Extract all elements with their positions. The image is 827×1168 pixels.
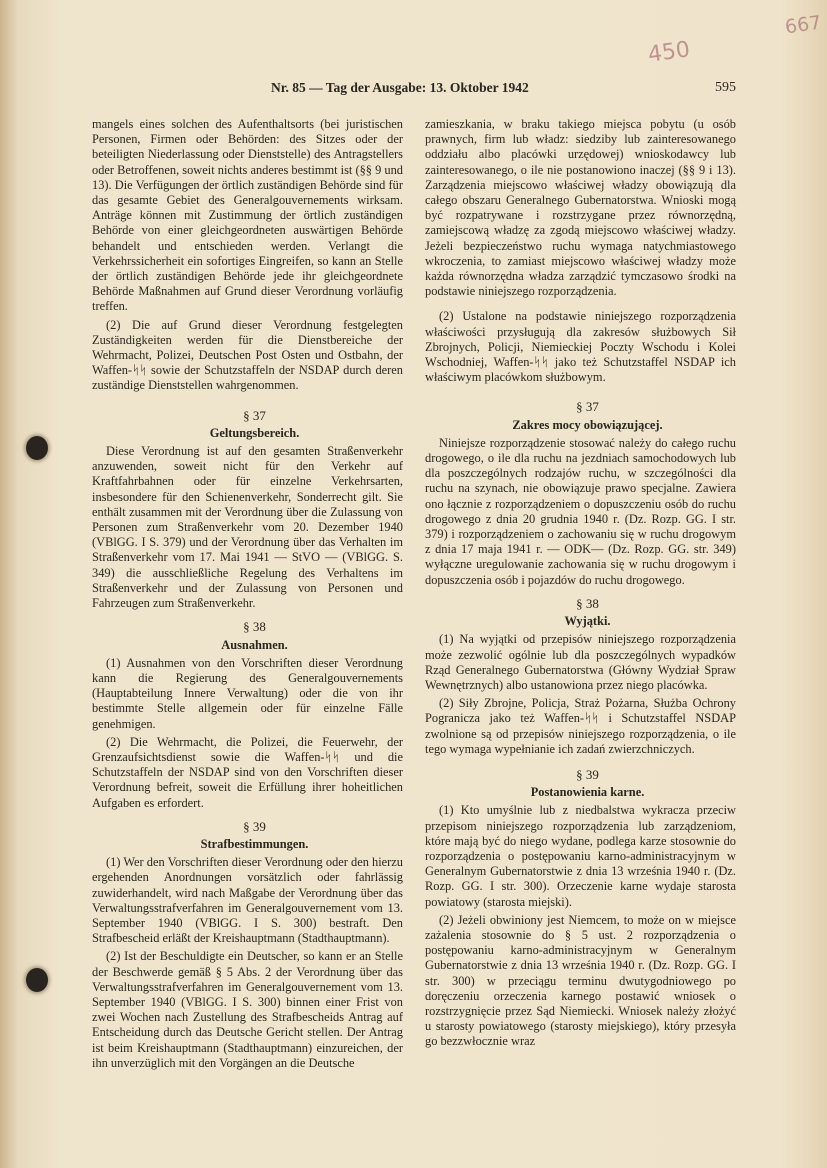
paragraph: (2) Jeżeli obwiniony jest Niemcem, to może on w miejsce zażalenia stosownie do § 5 ust. 2 rozporządzenia o postępowaniu karno-administracyjnym w Generalnym Gubernatorstwie z dnia 13 września 1940 r. (Dz. Rozp. GG. I str. 300) w przeciągu terminu dwutygodniowego po doręczeniu orzeczenia karnego postawić wniosek o rozstrzygnięcie przez Sąd Niemiecki. Wniosek należy złożyć u starosty powiatowego (starosty miejskiego), który przesyła go bezzwłocznie wraz (425, 912, 736, 1049)
section-heading: Strafbestimmungen. (200, 836, 309, 851)
section-number: § 38 (576, 595, 599, 611)
paragraph: (2) Die Wehrmacht, die Polizei, die Feuerwehr, der Grenzaufsichtsdienst sowie die Waffen-ᛋᛋ und die Schutzstaffeln der NSDAP sind von den Vorschriften dieser Verordnung befreit, soweit die Erfüllung ihrer hoheitlichen Aufgaben es erfordert. (92, 734, 403, 810)
section-number: § 39 (576, 766, 599, 782)
paragraph: mangels eines solchen des Aufenthaltsorts (bei juristischen Personen, Firmen oder Behörden: des Sitzes oder der beteiligten Niederlassung oder Dienststelle) des Antragstellers oder Betroffenen, soweit nichts anderes bestimmt ist (§§ 9 und 13). Die Verfügungen der örtlich zuständigen Behörde sind für das gesamte Gebiet des Generalgouvernements wirksam. Anträge können mit Zustimmung der örtlich zuständigen Behörde von einer gleichgeordneten auswärtigen Behörde behandelt und entschieden werden. Verlangt die Verkehrssicherheit ein sofortiges Eingreifen, so kann an Stelle der örtlich zuständigen Behörde jede ihr gleichgeordnete Behörde Maßnahmen auf Grund dieser Verordnung vorläufig treffen. (92, 117, 403, 314)
punch-hole (26, 436, 48, 460)
paragraph: Niniejsze rozporządzenie stosować należy do całego ruchu drogowego, o ile dla ruchu na jezdniach samochodowych lub dla poszczególnych rodzajów ruchu, w szczególności dla ruchu na szynach, nie obowiązuje prawo specjalne. Zawiera ono łącznie z rozporządzeniem o dopuszczeniu osób do ruchu drogowego z dnia 20 grudnia 1940 r. (Dz. Rozp. GG. I str. 379) i rozporządzeniem o zachowaniu się w ruchu drogowym z dnia 17 maja 1941 r. — ODK— (Dz. Rozp. GG. str. 349) wyłączne uregulowanie zachowania się w ruchu drogowym i dopuszczenia osób i pojazdów do ruchu drogowego. (425, 435, 736, 587)
paragraph: zamieszkania, w braku takiego miejsca pobytu (u osób prawnych, firm lub władz: siedziby lub zainteresowanego oddziału albo placówki urzędowej) wnioskodawcy lub zainteresowanego, o ile nie postanowiono inaczej (§§ 9 i 13). Zarządzenia miejscowo właściwej władzy obowiązują dla całego obszaru Generalnego Gubernatorstwa. Wnioski mogą być rozpatrywane i rozstrzygane przez równorzędną, zamiejscową władzę za zgodą miejscowo właściwej władzy. Jeżeli bezpieczeństwo ruchu wymaga natychmiastowego wkroczenia, to zamiast miejscowo właściwej władzy może każda równorzędna władza zarządzić tymczasowo środki na podstawie niniejszego rozporządzenia. (425, 117, 736, 299)
paragraph: (1) Na wyjątki od przepisów niniejszego rozporządzenia może zezwolić ogólnie lub dla poszczególnych wypadków Rząd Generalnego Gubernatorstwa (Główny Wydział Spraw Wewnętrznych) albo ustanowiona przez niego placówka. (425, 632, 736, 692)
section-number: § 37 (576, 399, 599, 415)
paragraph: (1) Kto umyślnie lub z niedbalstwa wykracza przeciw przepisom niniejszego rozporządzenia lub zarządzeniom, które mają być do niego wydane, podlega karze stosownie do rozporządzenia o postępowaniu karno-administracyjnym w Generalnym Gubernatorstwie z dnia 13 września 1940 r. (Dz. Rozp. GG. I str. 300). Orzeczenie karne wydaje starosta powiatowy (starosta miejski). (425, 803, 736, 909)
paragraph: (2) Ustalone na podstawie niniejszego rozporządzenia właściwości przysługują dla zakresów służbowych Sił Zbrojnych, Policji, Niemieckiej Poczty Wschodu i Kolei Wschodniej, Waffen-ᛋᛋ jako też Schutzstaffel NSDAP ich właściwym placówkom służbowym. (425, 309, 736, 385)
section-heading: Postanowienia karne. (530, 785, 645, 800)
section-number: § 37 (243, 407, 266, 423)
paragraph: (2) Ist der Beschuldigte ein Deutscher, so kann er an Stelle der Beschwerde gemäß § 5 Abs. 2 der Verordnung über das Verwaltungsstrafverfahren im Generalgouvernement vom 13. September 1940 (VBlGG. I S. 300) binnen einer Frist von zwei Wochen nach Zustellung des Strafbescheids Antrag auf Entscheidung durch das Deutsche Gericht stellen. Der Antrag ist beim Kreishauptmann (Stadthauptmann) einzureichen, der ihn unverzüglich mit den Vorgängen an die Deutsche (92, 949, 403, 1070)
pencil-annotation-crossed: 450 (646, 37, 692, 68)
polish-column (425, 117, 736, 1050)
section-heading: Wyjątki. (564, 614, 611, 629)
german-column (92, 117, 403, 1071)
paragraph: (1) Wer den Vorschriften dieser Verordnung oder den hierzu ergehenden Anordnungen vorsätzlich oder fahrlässig zuwiderhandelt, wird nach Maßgabe der Verordnung über das Verwaltungsstrafverfahren im Generalgouvernement vom 13. September 1940 (VBlGG. I S. 300) bestraft. Den Strafbescheid erläßt der Kreishauptmann (Stadthauptmann). (92, 855, 403, 946)
punch-hole (26, 968, 48, 992)
paragraph: (2) Siły Zbrojne, Policja, Straż Pożarna, Służba Ochrony Pogranicza jako też Waffen-ᛋᛋ i Schutzstaffel NSDAP zwolnione są od przepisów niniejszego rozporządzenia, o ile tego wymaga wypełnianie ich zadań zwierzchniczych. (425, 696, 736, 756)
section-heading: Zakres mocy obowiązującej. (512, 417, 663, 432)
issue-title: Nr. 85 — Tag der Ausgabe: 13. Oktober 1942 (271, 80, 529, 95)
section-heading: Geltungsbereich. (209, 425, 300, 440)
page-number: 595 (715, 80, 736, 95)
pencil-annotation-top: 667 (783, 11, 823, 39)
paragraph: (2) Die auf Grund dieser Verordnung festgelegten Zuständigkeiten werden für die Dienstbereiche der Wehrmacht, Polizei, Deutschen Post Osten und Ostbahn, der Waffen-ᛋᛋ sowie der Schutzstaffeln der NSDAP durch deren zuständige Dienststellen wahrgenommen. (92, 317, 403, 393)
section-heading: Ausnahmen. (221, 637, 288, 652)
paragraph: (1) Ausnahmen von den Vorschriften dieser Verordnung kann die Regierung des Generalgouvernements (Hauptabteilung Innere Verwaltung) oder die von ihr bestimmte Stelle allgemein oder für einzelne Fälle genehmigen. (92, 655, 403, 731)
paragraph: Diese Verordnung ist auf den gesamten Straßenverkehr anzuwenden, soweit nicht für den Verkehr auf Kraftfahrbahnen oder für einzelne Verkehrsarten, insbesondere für den Schienenverkehr, Sonderrecht gilt. Sie enthält zusammen mit der Verordnung über die Zulassung von Personen zum Straßenverkehr vom 20. Dezember 1940 (VBlGG. I S. 379) und der Verordnung über das Verhalten im Straßenverkehr vom 17. Mai 1941 — StVO — (VBlGG. S. 349) die ausschließliche Regelung des Verhaltens im Straßenverkehr und der Zulassung von Personen und Fahrzeugen zum Straßenverkehr. (92, 444, 403, 611)
section-number: § 38 (243, 619, 266, 635)
section-number: § 39 (243, 818, 266, 834)
